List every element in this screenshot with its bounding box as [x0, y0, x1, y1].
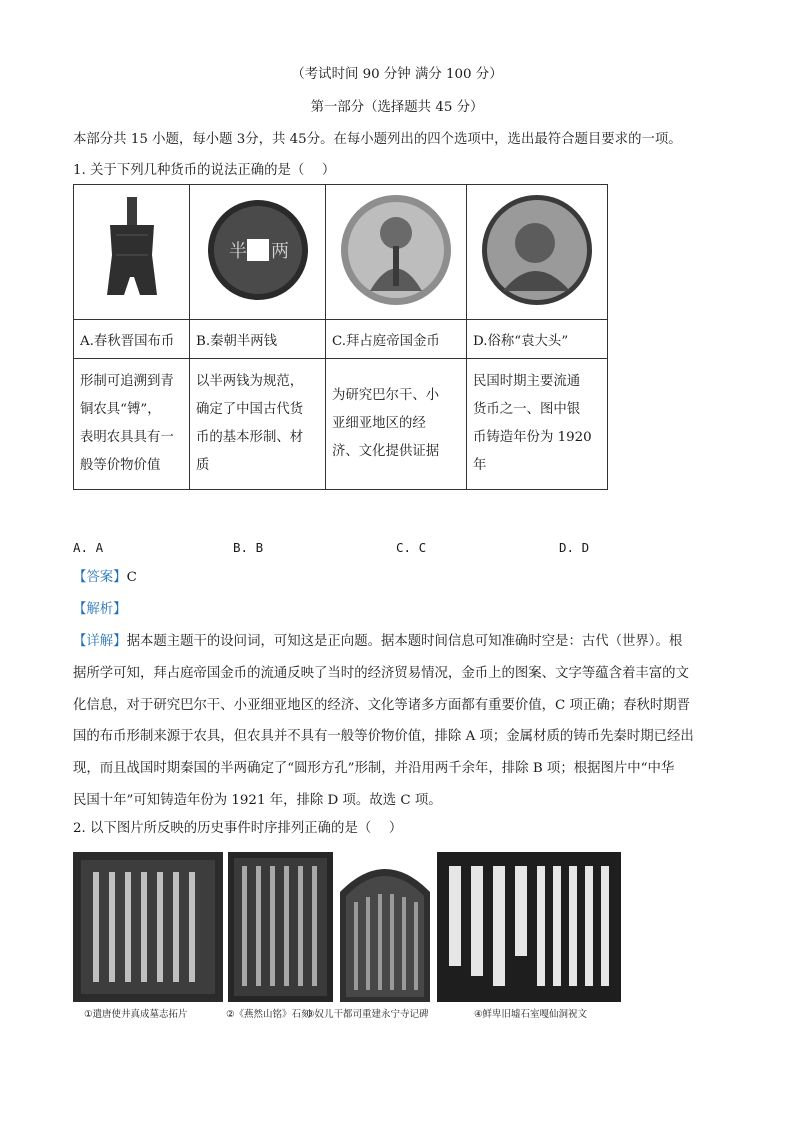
coin-table [73, 184, 608, 490]
desc-line: 亚细亚地区的经 [332, 416, 426, 431]
desc-line: 年 [473, 458, 487, 473]
caption-3: ③奴儿干都司重建永宁寺记碑 [306, 1009, 429, 1020]
instructions: 本部分共 15 小题，每小题 3分，共 45分。在每小题列出的四个选项中，选出最符合题目要求的一项。 [73, 132, 682, 147]
rubbing-image-2 [228, 852, 333, 1002]
desc-line: 济、文化提供证据 [332, 444, 440, 459]
question-1-stem: 1. 关于下列几种货币的说法正确的是（ ） [73, 163, 336, 178]
desc-line: 货币之一、图中银 [473, 402, 581, 417]
caption-4: ④鲜卑旧墟石室嘎仙洞祝文 [474, 1009, 588, 1020]
yuan-da-tou-coin-image [467, 185, 608, 320]
exam-info: （考试时间 90 分钟 满分 100 分） [291, 67, 503, 82]
desc-line: 民国时期主要流通 [473, 374, 581, 389]
desc-line: 币铸造年份为 1920 [473, 430, 592, 445]
desc-line: 般等价物价值 [80, 458, 161, 473]
desc-line: 以半两钱为规范， [196, 374, 304, 389]
option-a[interactable]: A. A [73, 540, 104, 555]
svg-text:半: 半 [228, 241, 247, 262]
detail-paragraph [73, 626, 723, 817]
rubbing-image-3 [336, 852, 434, 1002]
detail-line: 民国十年”可知铸造年份为 1921 年，排除 D 项。故选 C 项。 [73, 792, 442, 808]
detail-line: 据所学可知，拜占庭帝国金币的流通反映了当时的经济贸易情况，金币上的图案、文字等蕴含着丰富的文 [73, 665, 689, 681]
detail-line: 化信息，对于研究巴尔干、小亚细亚地区的经济、文化等诸多方面都有重要价值，C 项正确；春秋时期晋 [73, 697, 691, 713]
detail-line: 国的布币形制来源于农具，但农具并不具有一般等价物价值，排除 A 项；金属材质的铸币先秦时期已经出 [73, 729, 694, 745]
detail-line: 现，而且战国时期秦国的半两确定了“圆形方孔”形制，并沿用两千余年，排除 B 项；根据图片中“中华 [73, 761, 675, 777]
option-b-label: B.秦朝半两钱 [190, 320, 326, 359]
answer-line [73, 569, 137, 587]
ban-liang-coin-image [190, 185, 326, 320]
spade-coin-image [74, 185, 190, 320]
option-a-description [74, 359, 190, 490]
option-d-label: D.俗称“袁大头” [467, 320, 608, 359]
rubbing-image-4 [437, 852, 621, 1002]
detail-label: 【详解】 [73, 634, 127, 649]
rubbing-image-1 [73, 852, 223, 1002]
answer-label: 【答案】 [73, 570, 127, 585]
option-b-description [190, 359, 326, 490]
option-c[interactable]: C. C [396, 540, 427, 555]
analysis-label: 【解析】 [73, 602, 127, 617]
option-a-label: A.春秋晋国布币 [74, 320, 190, 359]
option-c-label: C.拜占庭帝国金币 [326, 320, 467, 359]
option-c-description [326, 359, 467, 490]
desc-line: 币的基本形制、材 [196, 430, 304, 445]
answer-value: C [126, 570, 137, 585]
desc-line: 表明农具具有一 [80, 430, 174, 445]
caption-2: ②《燕然山铭》石刻 [226, 1009, 311, 1020]
detail-line: 据本题主题干的设问词，可知这是正向题。据本题时间信息可知准确时空是：古代（世界）。根 [126, 634, 683, 649]
question-2-stem: 2. 以下图片所反映的历史事件时序排列正确的是（ ） [73, 821, 403, 836]
option-d-description [467, 359, 608, 490]
desc-line: 确定了中国古代货 [196, 402, 304, 417]
option-b[interactable]: B. B [233, 540, 264, 555]
svg-text:两: 两 [270, 241, 289, 262]
part-title: 第一部分（选择题共 45 分） [310, 100, 484, 115]
option-d[interactable]: D. D [559, 540, 590, 555]
byzantine-gold-coin-image [326, 185, 467, 320]
desc-line: 形制可追溯到青 [80, 374, 174, 389]
desc-line: 铜农具“镈”， [80, 402, 161, 417]
desc-line: 质 [196, 458, 210, 473]
caption-1: ①遣唐使井真成墓志拓片 [84, 1009, 188, 1020]
desc-line: 为研究巴尔干、小 [332, 388, 440, 403]
